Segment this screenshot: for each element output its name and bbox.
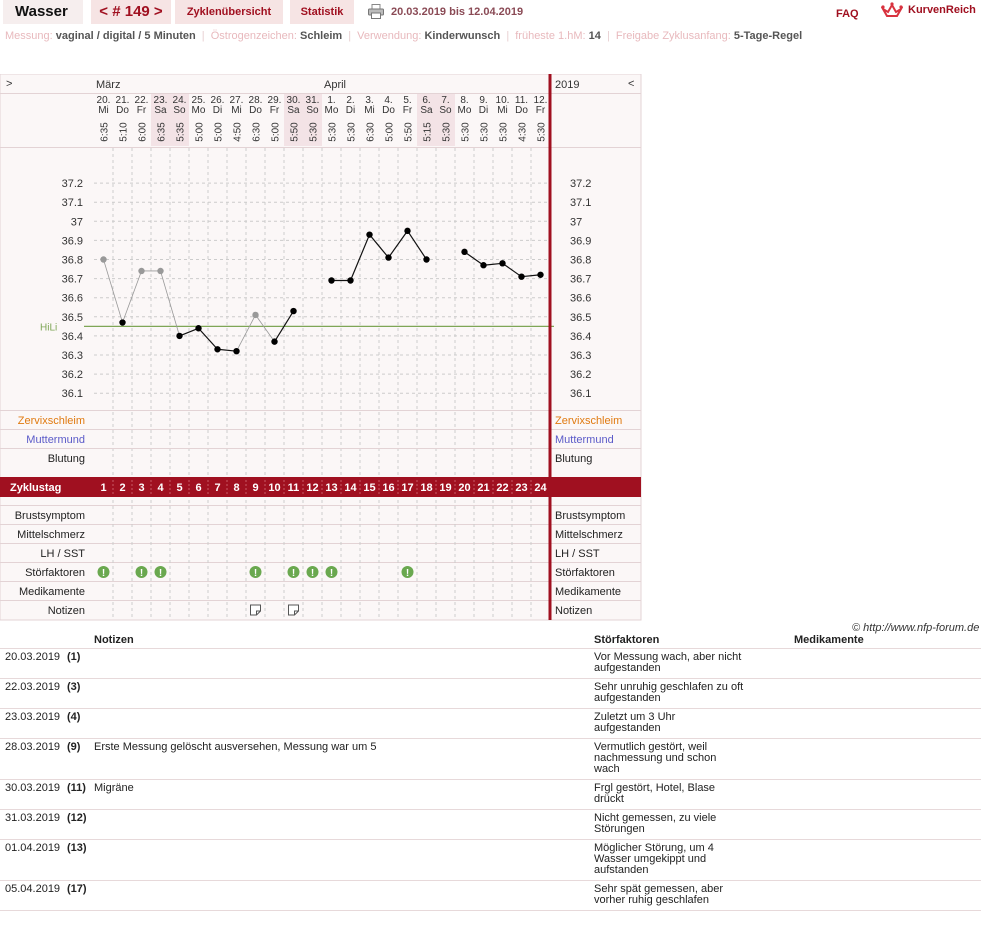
day-number: 11. <box>514 95 529 106</box>
temperature-point <box>252 312 258 318</box>
day-number: 24. <box>172 95 187 106</box>
day-number: 10. <box>495 95 510 106</box>
y-tick-label-right: 36.1 <box>570 388 592 401</box>
note-stoer: Frgl gestört, Hotel, Blase drückt <box>594 780 794 810</box>
note-stoer: Vor Messung wach, aber nicht aufgestanden <box>594 649 794 679</box>
weekday-label: Di <box>212 105 223 116</box>
row-label-medi: Medikamente <box>18 586 85 598</box>
note-medi <box>794 881 981 911</box>
cycle-day-number: 21 <box>477 482 490 494</box>
cycle-day-number: 5 <box>176 482 183 494</box>
temperature-point <box>100 256 106 262</box>
day-number: 28. <box>248 95 263 106</box>
cycle-day-number: 4 <box>157 482 164 494</box>
cycle-day-number: 23 <box>515 482 528 494</box>
temperature-point <box>176 333 182 339</box>
measure-time: 6:30 <box>365 122 377 142</box>
printer-icon[interactable] <box>368 4 384 19</box>
row-label-right-lh: LH / SST <box>555 548 600 560</box>
temperature-point <box>423 256 429 262</box>
measure-time: 5:50 <box>403 122 415 142</box>
row-label-notizen: Notizen <box>47 605 85 617</box>
temperature-point <box>119 319 125 325</box>
cycle-day-number: 9 <box>252 482 259 494</box>
measure-time: 5:15 <box>422 122 434 142</box>
temperature-point <box>233 348 239 354</box>
temperature-point <box>461 249 467 255</box>
warning-icon-mark: ! <box>405 568 410 579</box>
cycle-day-number: 24 <box>534 482 547 494</box>
y-tick-label-left: 36.1 <box>61 388 83 401</box>
day-number: 29. <box>267 95 282 106</box>
cycle-day-number: 8 <box>233 482 240 494</box>
y-tick-label-left: 36.9 <box>61 235 83 248</box>
note-cycle-day: (12) <box>67 810 94 840</box>
note-text <box>94 881 594 911</box>
cycle-day-number: 10 <box>268 482 281 494</box>
weekday-label: So <box>173 105 186 116</box>
y-tick-label-right: 36.9 <box>570 235 592 248</box>
tab-statistics[interactable]: Statistik <box>290 0 354 24</box>
y-tick-label-left: 36.7 <box>61 273 83 286</box>
weekday-label: Sa <box>420 105 433 116</box>
cycle-day-number: 3 <box>138 482 145 494</box>
measure-time: 5:30 <box>441 122 453 142</box>
note-date: 31.03.2019 <box>0 810 67 840</box>
weekday-label: Fr <box>402 105 413 116</box>
day-number: 23. <box>153 95 168 106</box>
temperature-point <box>138 268 144 274</box>
stoer-header: Störfaktoren <box>594 633 794 649</box>
measure-time: 5:30 <box>327 122 339 142</box>
weekday-label: Fr <box>535 105 546 116</box>
weekday-label: Fr <box>269 105 280 116</box>
note-cycle-day: (4) <box>67 709 94 739</box>
note-date: 01.04.2019 <box>0 840 67 881</box>
y-tick-label-right: 36.6 <box>570 292 592 305</box>
release-label: Freigabe Zyklusanfang: <box>615 30 731 42</box>
temperature-point <box>537 272 543 278</box>
note-date: 20.03.2019 <box>0 649 67 679</box>
faq-link[interactable]: FAQ <box>836 8 859 20</box>
y-tick-label-left: 36.8 <box>61 254 83 267</box>
y-tick-label-right: 36.5 <box>570 311 592 324</box>
row-label-right-medi: Medikamente <box>555 586 622 598</box>
note-date: 22.03.2019 <box>0 679 67 709</box>
day-number: 12. <box>533 95 548 106</box>
weekday-label: Do <box>382 105 395 116</box>
measure-time: 5:30 <box>479 122 491 142</box>
measure-time: 5:30 <box>536 122 548 142</box>
note-cycle-day: (9) <box>67 739 94 780</box>
measure-time: 6:35 <box>156 122 168 142</box>
note-date: 30.03.2019 <box>0 780 67 810</box>
logo-text: KurvenReich <box>908 4 976 16</box>
row-label-muttermund: Muttermund <box>26 434 85 446</box>
note-medi <box>794 780 981 810</box>
notes-row <box>0 739 981 780</box>
nav-next-arrow[interactable]: < <box>628 78 635 90</box>
day-number: 3. <box>365 95 374 106</box>
y-tick-label-right: 37.1 <box>570 197 592 210</box>
note-stoer: Sehr spät gemessen, aber vorher ruhig geschlafen <box>594 881 794 911</box>
weekday-label: So <box>439 105 452 116</box>
day-number: 9. <box>479 95 488 106</box>
note-medi <box>794 649 981 679</box>
cycle-day-number: 6 <box>195 482 202 494</box>
temperature-point <box>480 262 486 268</box>
nav-prev-arrow[interactable]: > <box>6 78 13 90</box>
day-number: 6. <box>422 95 431 106</box>
cycle-day-label: Zyklustag <box>10 482 62 494</box>
note-stoer: Vermutlich gestört, weil nachmessung und schon wach <box>594 739 794 780</box>
temperature-point <box>157 268 163 274</box>
month-label: März <box>96 79 121 91</box>
y-tick-label-left: 37 <box>70 216 83 229</box>
medi-header: Medikamente <box>794 633 981 649</box>
warning-icon-mark: ! <box>158 568 163 579</box>
year-label: 2019 <box>555 79 580 91</box>
day-number: 26. <box>210 95 225 106</box>
notes-row <box>0 780 981 810</box>
weekday-label: Mo <box>324 105 339 116</box>
cycle-day-number: 12 <box>306 482 319 494</box>
weekday-label: Mi <box>98 105 109 116</box>
row-label-cervix: Zervixschleim <box>17 415 85 427</box>
note-medi <box>794 679 981 709</box>
y-tick-label-left: 37.1 <box>61 197 83 210</box>
row-label-right-cervix: Zervixschleim <box>555 415 623 427</box>
crown-icon <box>881 2 903 20</box>
notes-row <box>0 679 981 709</box>
cycle-day-number: 2 <box>119 482 126 494</box>
weekday-label: Fr <box>136 105 147 116</box>
measure-time: 5:50 <box>289 122 301 142</box>
day-number: 1. <box>327 95 336 106</box>
warning-icon-mark: ! <box>329 568 334 579</box>
row-label-stoer: Störfaktoren <box>25 567 85 579</box>
day-number: 25. <box>191 95 206 106</box>
warning-icon-mark: ! <box>253 568 258 579</box>
weekday-label: Di <box>478 105 489 116</box>
day-number: 30. <box>286 95 301 106</box>
row-label-right-stoer: Störfaktoren <box>555 567 615 579</box>
day-number: 20. <box>96 95 111 106</box>
measure-time: 5:10 <box>118 122 130 142</box>
y-tick-label-right: 36.8 <box>570 254 592 267</box>
note-date: 23.03.2019 <box>0 709 67 739</box>
note-text <box>94 709 594 739</box>
notes-table <box>0 633 981 911</box>
measure-time: 5:00 <box>194 122 206 142</box>
month-label: April <box>324 79 347 91</box>
measure-time: 5:00 <box>384 122 396 142</box>
tab-cycle-overview[interactable]: Zyklenübersicht <box>175 0 283 24</box>
note-stoer: Nicht gemessen, zu viele Störungen <box>594 810 794 840</box>
notes-row <box>0 709 981 739</box>
earliest-value: 14 <box>588 30 601 42</box>
weekday-label: Mi <box>497 105 508 116</box>
y-tick-label-right: 37.2 <box>570 178 592 191</box>
weekday-label: Mi <box>231 105 242 116</box>
measure-time: 6:30 <box>251 122 263 142</box>
cycle-meta: Messung: vaginal / digital / 5 Minuten | Östrogenzeichen: Schleim | Verwendung: Kinderwunsch | früheste 1.hM: 14 | Freigabe Zyklusanfang: 5-Tage-Regel <box>5 30 803 42</box>
note-medi <box>794 840 981 881</box>
temperature-point <box>404 228 410 234</box>
cycle-day-number: 11 <box>287 482 300 494</box>
cycle-day-number: 1 <box>100 482 107 494</box>
cycle-day-number: 20 <box>458 482 471 494</box>
note-text <box>94 679 594 709</box>
release-value: 5-Tage-Regel <box>733 30 803 42</box>
temperature-point <box>518 273 524 279</box>
day-number: 22. <box>134 95 149 106</box>
note-stoer: Sehr unruhig geschlafen zu oft aufgestanden <box>594 679 794 709</box>
weekday-label: Mo <box>457 105 472 116</box>
warning-icon-mark: ! <box>101 568 106 579</box>
note-stoer: Möglicher Störung, um 4 Wasser umgekippt und aufstanden <box>594 840 794 881</box>
measure-time: 4:30 <box>517 122 529 142</box>
measure-time: 5:30 <box>346 122 358 142</box>
row-label-lh: LH / SST <box>40 548 85 560</box>
notes-header: Notizen <box>94 633 594 649</box>
row-label-mittel: Mittelschmerz <box>17 529 85 541</box>
day-number: 31. <box>305 95 320 106</box>
measure-time: 5:00 <box>213 122 225 142</box>
note-cycle-day: (3) <box>67 679 94 709</box>
chart-background <box>0 74 641 620</box>
row-label-right-muttermund: Muttermund <box>555 434 614 446</box>
weekday-label: Mo <box>191 105 206 116</box>
temperature-point <box>195 325 201 331</box>
day-number: 5. <box>403 95 412 106</box>
kurvenreich-logo[interactable] <box>881 2 981 20</box>
day-number: 7. <box>441 95 450 106</box>
note-medi <box>794 810 981 840</box>
cycle-day-number: 18 <box>420 482 433 494</box>
measure-time: 5:30 <box>308 122 320 142</box>
usage-value: Kinderwunsch <box>424 30 501 42</box>
cycle-day-number: 16 <box>382 482 395 494</box>
y-tick-label-left: 36.6 <box>61 292 83 305</box>
measure-time: 6:00 <box>137 122 149 142</box>
measure-time: 5:30 <box>498 122 510 142</box>
note-date: 05.04.2019 <box>0 881 67 911</box>
measure-label: Messung: <box>5 30 53 42</box>
notes-row <box>0 649 981 679</box>
warning-icon-mark: ! <box>291 568 296 579</box>
day-number: 8. <box>460 95 469 106</box>
header <box>0 0 981 26</box>
weekday-label: Mi <box>364 105 375 116</box>
day-number: 4. <box>384 95 393 106</box>
coverline-label: HiLi <box>40 322 58 334</box>
date-range: 20.03.2019 bis 12.04.2019 <box>391 6 524 18</box>
y-tick-label-right: 36.7 <box>570 273 592 286</box>
temperature-point <box>290 308 296 314</box>
copyright: © http://www.nfp-forum.de <box>852 622 980 634</box>
estrogen-label: Östrogenzeichen: <box>210 30 297 42</box>
weekday-label: Do <box>116 105 129 116</box>
notes-row <box>0 810 981 840</box>
weekday-label: Sa <box>154 105 167 116</box>
y-tick-label-right: 36.4 <box>570 330 592 343</box>
y-tick-label-left: 36.4 <box>61 330 83 343</box>
cycle-day-number: 22 <box>496 482 509 494</box>
row-label-right-blutung: Blutung <box>555 453 593 465</box>
note-medi <box>794 739 981 780</box>
note-text: Erste Messung gelöscht ausversehen, Messung war um 5 <box>94 739 594 780</box>
note-date: 28.03.2019 <box>0 739 67 780</box>
row-label-brust: Brustsymptom <box>14 510 85 522</box>
y-tick-label-right: 36.3 <box>570 350 592 362</box>
cycle-day-number: 15 <box>363 482 376 494</box>
note-text <box>94 840 594 881</box>
y-tick-label-left: 37.2 <box>61 178 83 191</box>
cycle-navigator[interactable]: < # 149 > <box>91 0 171 24</box>
y-tick-label-left: 36.5 <box>61 311 83 324</box>
measure-time: 6:35 <box>99 122 111 142</box>
warning-icon-mark: ! <box>139 568 144 579</box>
row-label-right-mittel: Mittelschmerz <box>555 529 623 541</box>
note-text <box>94 649 594 679</box>
measure-time: 5:35 <box>175 122 187 142</box>
measure-time: 5:30 <box>460 122 472 142</box>
day-number: 27. <box>229 95 244 106</box>
day-number: 21. <box>115 95 130 106</box>
weekday-label: Di <box>345 105 356 116</box>
cycle-day-number: 14 <box>344 482 357 494</box>
temperature-point <box>347 277 353 283</box>
measure-time: 4:50 <box>232 122 244 142</box>
temperature-chart <box>0 74 650 622</box>
y-tick-label-right: 36.2 <box>570 369 592 382</box>
note-text: Migräne <box>94 780 594 810</box>
cycle-day-number: 7 <box>214 482 221 494</box>
y-tick-label-right: 37 <box>570 216 583 229</box>
measure-value: vaginal / digital / 5 Minuten <box>55 30 196 42</box>
earliest-label: früheste 1.hM: <box>515 30 586 42</box>
notes-row <box>0 881 981 911</box>
temperature-point <box>366 231 372 237</box>
weekday-label: Sa <box>287 105 300 116</box>
temperature-point <box>328 277 334 283</box>
note-stoer: Zuletzt um 3 Uhr aufgestanden <box>594 709 794 739</box>
temperature-point <box>271 338 277 344</box>
weekday-label: Do <box>249 105 262 116</box>
notes-row <box>0 840 981 881</box>
note-cycle-day: (11) <box>67 780 94 810</box>
y-tick-label-left: 36.3 <box>61 350 83 362</box>
temperature-point <box>214 346 220 352</box>
note-cycle-day: (17) <box>67 881 94 911</box>
usage-label: Verwendung: <box>357 30 422 42</box>
y-tick-label-left: 36.2 <box>61 369 83 382</box>
row-label-right-notizen: Notizen <box>555 605 593 617</box>
weekday-label: So <box>306 105 319 116</box>
estrogen-value: Schleim <box>300 30 343 42</box>
measure-time: 5:00 <box>270 122 282 142</box>
row-label-blutung: Blutung <box>47 453 85 465</box>
cycle-day-number: 19 <box>439 482 452 494</box>
cycle-day-number: 13 <box>325 482 338 494</box>
temperature-point <box>385 254 391 260</box>
row-label-right-brust: Brustsymptom <box>555 510 626 522</box>
note-cycle-day: (13) <box>67 840 94 881</box>
note-cycle-day: (1) <box>67 649 94 679</box>
temperature-point <box>499 260 505 266</box>
day-number: 2. <box>346 95 355 106</box>
chart-title: Wasser <box>3 0 83 24</box>
weekday-label: Do <box>515 105 528 116</box>
note-text <box>94 810 594 840</box>
cycle-day-number: 17 <box>401 482 414 494</box>
warning-icon-mark: ! <box>310 568 315 579</box>
note-medi <box>794 709 981 739</box>
